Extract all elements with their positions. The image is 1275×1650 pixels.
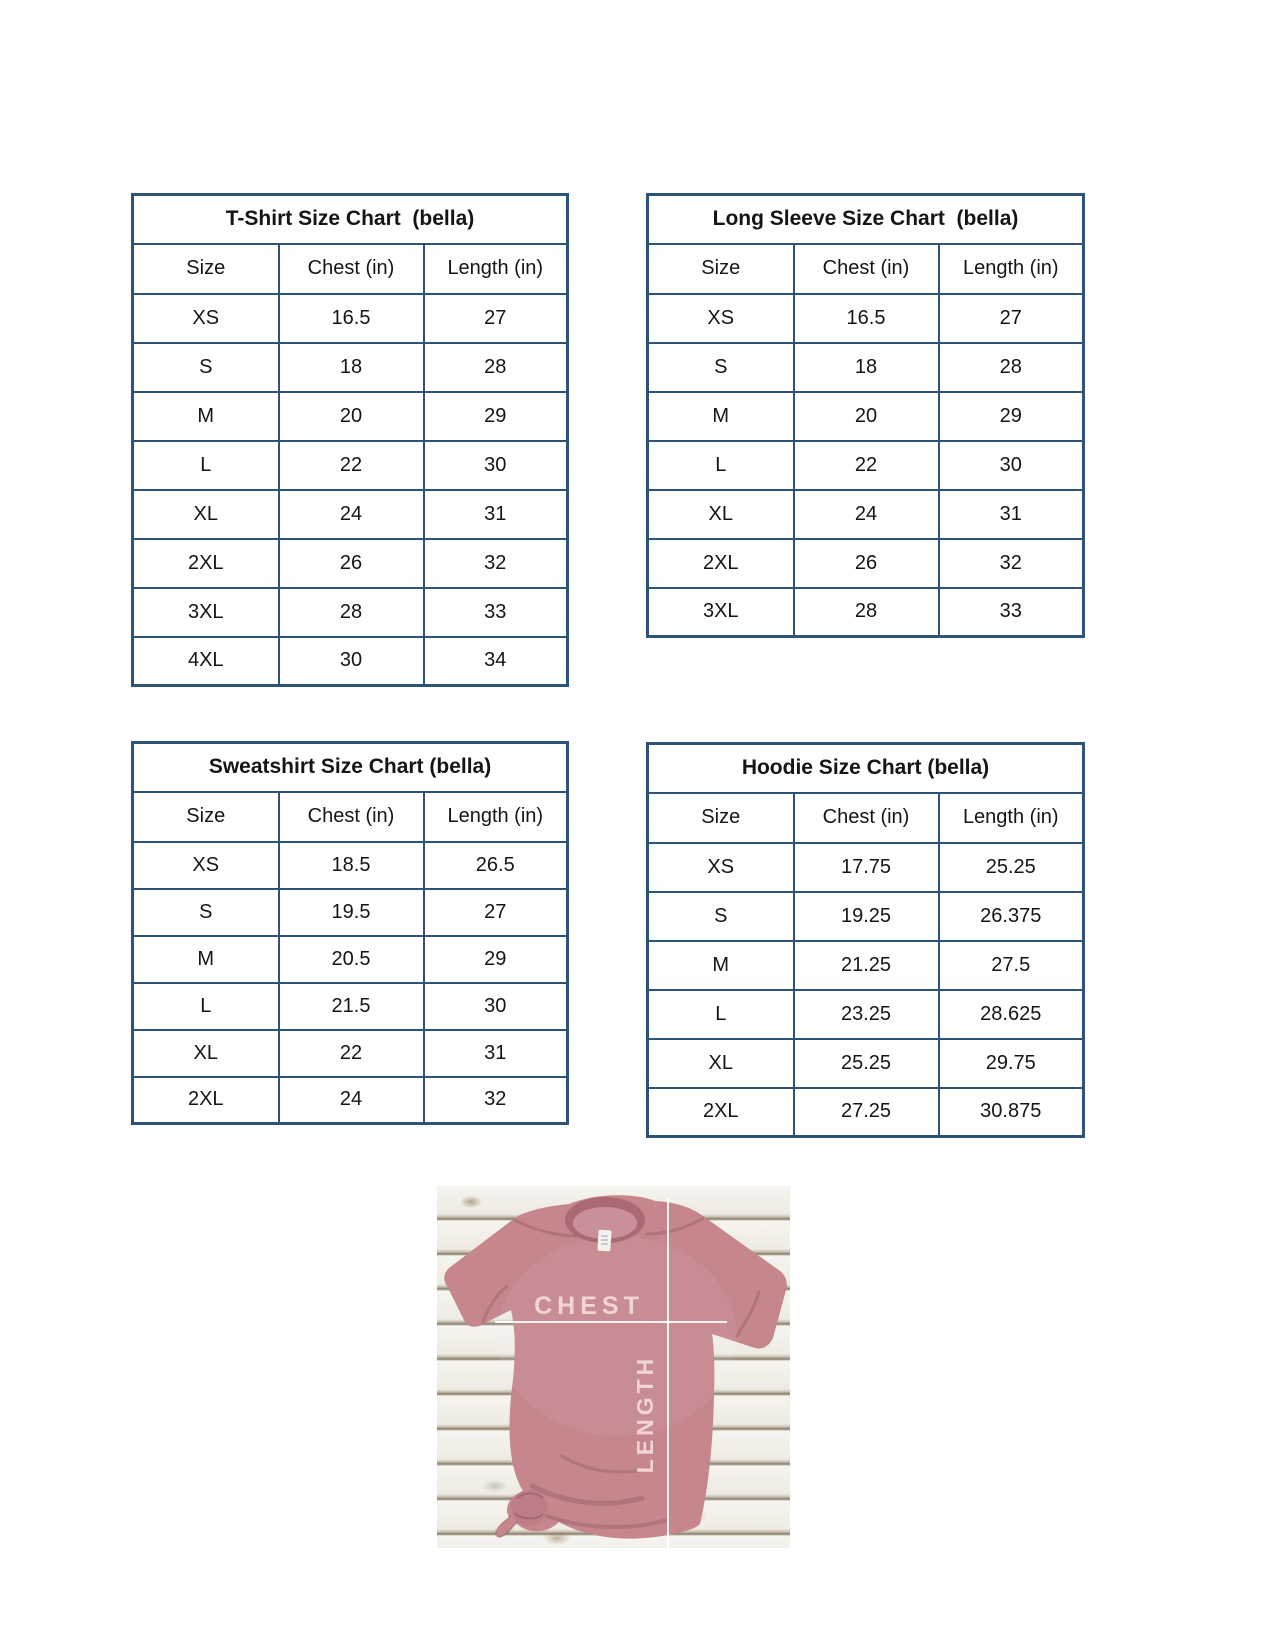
chest-cell: 25.25 <box>794 1039 939 1088</box>
table-row <box>648 441 1084 490</box>
length-cell: 25.25 <box>939 843 1084 892</box>
table-row <box>133 343 568 392</box>
chest-cell: 22 <box>279 1030 424 1077</box>
size-cell: L <box>648 990 794 1039</box>
chest-cell: 18 <box>794 343 939 392</box>
column-header-length: Length (in) <box>939 793 1084 843</box>
chest-cell: 26 <box>794 539 939 588</box>
table-row <box>133 842 568 889</box>
length-cell: 29 <box>424 392 568 441</box>
table-row <box>133 1077 568 1124</box>
table-row <box>133 1030 568 1077</box>
length-cell: 27.5 <box>939 941 1084 990</box>
column-header-length: Length (in) <box>939 244 1084 294</box>
table-header-row <box>648 793 1084 843</box>
length-cell: 33 <box>424 588 568 637</box>
chest-cell: 20 <box>279 392 424 441</box>
length-cell: 28.625 <box>939 990 1084 1039</box>
chest-cell: 22 <box>794 441 939 490</box>
table-title: Sweatshirt Size Chart (bella) <box>133 743 568 792</box>
length-cell: 32 <box>424 539 568 588</box>
table-row <box>648 941 1084 990</box>
chest-cell: 18 <box>279 343 424 392</box>
chest-cell: 19.25 <box>794 892 939 941</box>
chest-cell: 26 <box>279 539 424 588</box>
table-row <box>648 990 1084 1039</box>
table-header-row <box>648 244 1084 294</box>
size-cell: 2XL <box>133 1077 279 1124</box>
chest-cell: 24 <box>794 490 939 539</box>
column-header-chest: Chest (in) <box>794 793 939 843</box>
longsleeve-size-chart-table <box>646 193 1085 638</box>
length-cell: 27 <box>424 294 568 343</box>
column-header-chest: Chest (in) <box>279 792 424 842</box>
table-title: Long Sleeve Size Chart (bella) <box>648 195 1084 244</box>
size-cell: 2XL <box>133 539 279 588</box>
length-cell: 31 <box>939 490 1084 539</box>
table-row <box>648 392 1084 441</box>
length-cell: 29 <box>424 936 568 983</box>
chest-cell: 16.5 <box>279 294 424 343</box>
table-row <box>648 539 1084 588</box>
chest-cell: 24 <box>279 1077 424 1124</box>
table-title-row <box>648 195 1084 244</box>
size-cell: 2XL <box>648 1088 794 1137</box>
table-row <box>648 892 1084 941</box>
chest-label: CHEST <box>534 1292 644 1320</box>
chest-cell: 20.5 <box>279 936 424 983</box>
size-cell: XS <box>648 294 794 343</box>
size-cell: 3XL <box>133 588 279 637</box>
chest-cell: 23.25 <box>794 990 939 1039</box>
table-header-row <box>133 792 568 842</box>
fabric-highlight <box>497 1236 737 1436</box>
column-header-length: Length (in) <box>424 792 568 842</box>
table-row <box>133 983 568 1030</box>
size-cell: L <box>133 441 279 490</box>
table-title-row <box>648 744 1084 793</box>
length-cell: 31 <box>424 1030 568 1077</box>
table-row <box>648 1039 1084 1088</box>
length-cell: 29.75 <box>939 1039 1084 1088</box>
length-cell: 28 <box>424 343 568 392</box>
chest-cell: 16.5 <box>794 294 939 343</box>
table-row <box>133 539 568 588</box>
length-cell: 31 <box>424 490 568 539</box>
table-row <box>133 588 568 637</box>
chest-cell: 20 <box>794 392 939 441</box>
hoodie-size-chart-table <box>646 742 1085 1138</box>
table-row <box>133 490 568 539</box>
column-header-chest: Chest (in) <box>794 244 939 294</box>
table-title-row <box>133 195 568 244</box>
chest-cell: 21.25 <box>794 941 939 990</box>
length-cell: 27 <box>939 294 1084 343</box>
size-cell: M <box>133 392 279 441</box>
length-cell: 28 <box>939 343 1084 392</box>
chest-cell: 21.5 <box>279 983 424 1030</box>
tshirt-size-chart-table <box>131 193 569 687</box>
size-cell: L <box>648 441 794 490</box>
table-title-row <box>133 743 568 792</box>
table-row <box>648 490 1084 539</box>
column-header-size: Size <box>133 244 279 294</box>
length-cell: 26.5 <box>424 842 568 889</box>
size-guide-photo <box>437 1186 790 1548</box>
size-cell: XS <box>133 842 279 889</box>
chest-cell: 28 <box>279 588 424 637</box>
table-row <box>648 294 1084 343</box>
length-cell: 30 <box>424 441 568 490</box>
size-cell: S <box>648 343 794 392</box>
table-row <box>648 588 1084 637</box>
size-cell: M <box>133 936 279 983</box>
sweatshirt-size-chart-table <box>131 741 569 1125</box>
column-header-chest: Chest (in) <box>279 244 424 294</box>
size-cell: XL <box>648 1039 794 1088</box>
size-cell: XS <box>648 843 794 892</box>
size-cell: 3XL <box>648 588 794 637</box>
size-cell: M <box>648 392 794 441</box>
length-cell: 27 <box>424 889 568 936</box>
size-cell: XS <box>133 294 279 343</box>
table-row <box>648 843 1084 892</box>
chest-cell: 19.5 <box>279 889 424 936</box>
table-row <box>133 294 568 343</box>
table-row <box>133 441 568 490</box>
table-title: Hoodie Size Chart (bella) <box>648 744 1084 793</box>
length-cell: 32 <box>939 539 1084 588</box>
column-header-size: Size <box>648 793 794 843</box>
table-title: T-Shirt Size Chart (bella) <box>133 195 568 244</box>
table-header-row <box>133 244 568 294</box>
tshirt-flatlay-illustration <box>437 1186 790 1548</box>
column-header-size: Size <box>133 792 279 842</box>
chest-cell: 18.5 <box>279 842 424 889</box>
chest-cell: 30 <box>279 637 424 686</box>
column-header-length: Length (in) <box>424 244 568 294</box>
size-cell: 4XL <box>133 637 279 686</box>
table-row <box>648 1088 1084 1137</box>
length-cell: 30.875 <box>939 1088 1084 1137</box>
size-cell: S <box>133 889 279 936</box>
size-cell: 2XL <box>648 539 794 588</box>
length-cell: 26.375 <box>939 892 1084 941</box>
table-row <box>133 392 568 441</box>
length-cell: 29 <box>939 392 1084 441</box>
length-cell: 33 <box>939 588 1084 637</box>
chest-cell: 27.25 <box>794 1088 939 1137</box>
size-cell: M <box>648 941 794 990</box>
column-header-size: Size <box>648 244 794 294</box>
table-row <box>133 637 568 686</box>
size-cell: S <box>648 892 794 941</box>
length-cell: 30 <box>424 983 568 1030</box>
collar-label <box>597 1230 611 1252</box>
length-cell: 30 <box>939 441 1084 490</box>
chest-cell: 22 <box>279 441 424 490</box>
table-row <box>648 343 1084 392</box>
table-row <box>133 889 568 936</box>
size-cell: S <box>133 343 279 392</box>
length-cell: 34 <box>424 637 568 686</box>
size-cell: XL <box>133 490 279 539</box>
chest-cell: 28 <box>794 588 939 637</box>
size-cell: XL <box>648 490 794 539</box>
table-row <box>133 936 568 983</box>
chest-cell: 17.75 <box>794 843 939 892</box>
length-label: LENGTH <box>632 1354 658 1474</box>
size-cell: L <box>133 983 279 1030</box>
size-cell: XL <box>133 1030 279 1077</box>
chest-cell: 24 <box>279 490 424 539</box>
length-cell: 32 <box>424 1077 568 1124</box>
